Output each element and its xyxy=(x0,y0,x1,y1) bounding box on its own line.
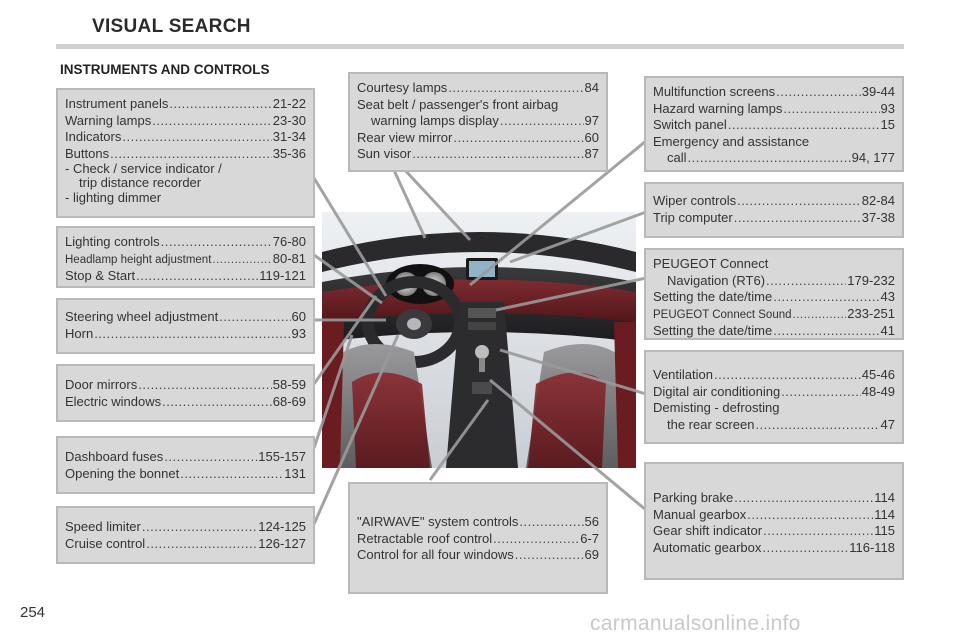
leader-dots xyxy=(136,268,258,285)
leader-dots xyxy=(762,540,848,557)
entry-pages: 114 xyxy=(874,490,895,505)
entry-label: Electric windows xyxy=(65,393,162,409)
index-entry xyxy=(65,268,306,285)
entry-label: Seat belt / passenger's front airbag xyxy=(357,96,559,112)
header-rule xyxy=(56,44,904,49)
index-entry xyxy=(357,80,599,97)
entry-label: Digital air conditioning xyxy=(653,383,781,399)
watermark: carmanualsonline.info xyxy=(590,612,801,635)
leader-dots xyxy=(734,210,861,227)
box-lighting xyxy=(56,226,315,288)
leader-dots xyxy=(734,490,873,507)
entry-pages: 87 xyxy=(584,146,599,161)
entry-label: "AIRWAVE" system controls xyxy=(357,514,519,529)
entry-label: Steering wheel adjustment xyxy=(65,309,219,324)
index-entry xyxy=(65,536,306,553)
index-entry xyxy=(357,146,599,163)
entry-label: Speed limiter xyxy=(65,519,141,534)
entry-pages: 76-80 xyxy=(272,234,306,249)
entry-label: Automatic gearbox xyxy=(653,539,762,555)
entry-pages: 60 xyxy=(584,129,599,145)
leader-dots xyxy=(142,519,257,536)
leader-dots xyxy=(146,536,257,553)
entry-label: Wiper controls xyxy=(653,193,737,208)
index-entry xyxy=(65,394,306,411)
entry-label: Setting the date/time xyxy=(653,323,773,338)
sub-item: - lighting dimmer xyxy=(65,190,162,205)
entry-label: Trip computer xyxy=(653,209,733,225)
entry-label: the rear screen xyxy=(667,416,755,432)
box-wiper xyxy=(644,182,904,238)
leader-dots xyxy=(169,96,271,113)
entry-pages: 58-59 xyxy=(272,377,306,392)
entry-label: Horn xyxy=(65,325,94,341)
entry-pages: 82-84 xyxy=(861,193,895,208)
leader-dots xyxy=(515,547,584,564)
entry-label: Multifunction screens xyxy=(653,84,776,99)
leader-dots xyxy=(714,367,861,384)
leader-dots xyxy=(755,417,879,434)
index-entry xyxy=(653,507,895,524)
page-number: 254 xyxy=(20,604,46,621)
entry-pages: 179-232 xyxy=(847,272,895,288)
index-entry xyxy=(653,384,895,401)
index-entry xyxy=(653,540,895,557)
entry-pages: 124-125 xyxy=(258,519,306,534)
index-entry xyxy=(65,377,306,394)
leader-dots xyxy=(776,84,861,101)
box-multifunction xyxy=(644,76,904,172)
box-parking xyxy=(644,462,904,580)
index-entry xyxy=(357,113,599,130)
entry-label: Cruise control xyxy=(65,535,146,551)
entry-label: Instrument panels xyxy=(65,96,169,111)
entry-label: Control for all four windows xyxy=(357,547,514,562)
index-entry xyxy=(653,367,895,384)
leader-dots xyxy=(793,307,847,324)
index-entry xyxy=(357,547,599,564)
box-steering xyxy=(56,298,315,354)
index-entry xyxy=(65,234,306,251)
leader-dots xyxy=(783,101,879,118)
leader-dots xyxy=(737,193,861,210)
entry-pages: 60 xyxy=(291,309,306,324)
entry-label: Warning lamps xyxy=(65,112,152,128)
index-entry xyxy=(65,449,306,466)
sub-item: trip distance recorder xyxy=(79,175,202,190)
leader-dots xyxy=(493,531,579,548)
index-entry xyxy=(653,289,895,306)
leader-dots xyxy=(500,113,584,130)
leader-dots xyxy=(161,234,272,251)
page-title: VISUAL SEARCH xyxy=(92,16,251,37)
entry-pages: 35-36 xyxy=(272,145,306,161)
sub-item: - Check / service indicator / xyxy=(65,161,222,176)
index-entry xyxy=(357,514,599,531)
leader-dots xyxy=(122,129,271,146)
index-entry xyxy=(357,130,599,147)
entry-label: Ventilation xyxy=(653,367,713,382)
leader-dots xyxy=(212,252,271,269)
leader-dots xyxy=(453,130,583,147)
index-entry xyxy=(653,323,895,340)
entry-label: Manual gearbox xyxy=(653,506,747,522)
index-entry xyxy=(653,273,895,290)
entry-pages: 80-81 xyxy=(272,250,306,266)
entry-label: Setting the date/time xyxy=(653,289,773,304)
entry-label: Buttons xyxy=(65,145,110,161)
entry-label: Headlamp height adjustment xyxy=(65,253,212,266)
leader-dots xyxy=(110,146,272,163)
entry-label: Opening the bonnet xyxy=(65,465,180,481)
entry-pages: 84 xyxy=(584,80,599,95)
entry-pages: 47 xyxy=(880,416,895,432)
entry-label: Demisting - defrosting xyxy=(653,400,780,415)
index-entry xyxy=(653,193,895,210)
entry-label: warning lamps display xyxy=(371,113,499,128)
leader-dots xyxy=(138,377,272,394)
leader-dots xyxy=(519,514,583,531)
entry-pages: 93 xyxy=(291,325,306,341)
box-speed xyxy=(56,506,315,564)
index-entry xyxy=(653,210,895,227)
box-courtesy xyxy=(348,72,608,172)
index-entry xyxy=(653,117,895,134)
index-entry xyxy=(653,490,895,507)
entry-pages: 43 xyxy=(880,289,895,304)
entry-pages: 114 xyxy=(874,506,895,522)
box-airwave xyxy=(348,482,608,594)
entry-label: Hazard warning lamps xyxy=(653,100,783,116)
entry-pages: 69 xyxy=(584,547,599,562)
index-entry xyxy=(357,531,599,548)
entry-pages: 45-46 xyxy=(861,367,895,382)
leader-dots xyxy=(180,466,283,483)
leader-dots xyxy=(773,289,879,306)
leader-dots xyxy=(94,326,290,343)
entry-pages: 21-22 xyxy=(272,96,306,111)
leader-dots xyxy=(162,394,272,411)
entry-label: Lighting controls xyxy=(65,234,160,249)
entry-label: call xyxy=(667,150,687,165)
index-entry xyxy=(65,309,306,326)
entry-pages: 56 xyxy=(584,514,599,529)
entry-label: Stop & Start xyxy=(65,268,136,283)
leader-dots xyxy=(781,384,861,401)
entry-label: PEUGEOT Connect Sound xyxy=(653,308,792,321)
index-entry xyxy=(65,251,306,269)
entry-pages: 68-69 xyxy=(272,393,306,409)
entry-pages: 15 xyxy=(880,117,895,132)
box-instruments xyxy=(56,88,315,218)
box-mirrors xyxy=(56,364,315,422)
index-entry xyxy=(65,326,306,343)
index-entry xyxy=(653,523,895,540)
entry-pages: 97 xyxy=(584,113,599,128)
leader-dots xyxy=(164,449,257,466)
leader-dots xyxy=(448,80,583,97)
index-entry xyxy=(65,129,306,146)
leader-dots xyxy=(766,273,846,290)
entry-pages: 119-121 xyxy=(259,268,306,283)
entry-pages: 126-127 xyxy=(258,535,306,551)
entry-pages: 48-49 xyxy=(861,383,895,399)
entry-label: Indicators xyxy=(65,129,122,144)
entry-label: Door mirrors xyxy=(65,377,138,392)
entry-pages: 233-251 xyxy=(847,305,895,321)
entry-label: Retractable roof control xyxy=(357,530,493,546)
leader-dots xyxy=(728,117,880,134)
entry-label: Gear shift indicator xyxy=(653,523,763,538)
entry-label: Parking brake xyxy=(653,490,734,505)
entry-pages: 116-118 xyxy=(849,539,895,555)
entry-label: Navigation (RT6) xyxy=(667,272,766,288)
entry-label: PEUGEOT Connect xyxy=(653,256,769,271)
index-entry xyxy=(65,96,306,113)
entry-pages: 23-30 xyxy=(272,112,306,128)
index-entry xyxy=(65,146,306,163)
entry-pages: 39-44 xyxy=(861,84,895,99)
leader-dots xyxy=(773,323,879,340)
car-interior-photo xyxy=(322,212,636,468)
entry-pages: 115 xyxy=(874,523,895,538)
index-entry xyxy=(65,466,306,483)
leader-dots xyxy=(152,113,272,130)
entry-label: Rear view mirror xyxy=(357,129,453,145)
entry-label: Emergency and assistance xyxy=(653,133,810,149)
leader-dots xyxy=(763,523,873,540)
entry-label: Switch panel xyxy=(653,117,727,132)
leader-dots xyxy=(412,146,583,163)
entry-pages: 94, 177 xyxy=(851,150,895,165)
entry-pages: 131 xyxy=(284,465,306,481)
entry-label: Courtesy lamps xyxy=(357,80,448,95)
leader-dots xyxy=(747,507,873,524)
leader-dots xyxy=(688,150,851,167)
entry-pages: 93 xyxy=(880,100,895,116)
box-peugeot xyxy=(644,248,904,340)
leader-dots xyxy=(219,309,290,326)
entry-label: Dashboard fuses xyxy=(65,449,164,464)
index-entry xyxy=(653,417,895,434)
entry-label: Sun visor xyxy=(357,146,412,161)
box-ventilation xyxy=(644,350,904,444)
box-fuses xyxy=(56,436,315,494)
entry-pages: 31-34 xyxy=(272,129,306,144)
index-entry xyxy=(653,306,895,324)
section-title: INSTRUMENTS AND CONTROLS xyxy=(60,62,270,77)
index-entry xyxy=(65,519,306,536)
index-entry xyxy=(653,101,895,118)
index-entry xyxy=(653,84,895,101)
index-entry xyxy=(65,113,306,130)
entry-pages: 37-38 xyxy=(861,209,895,225)
entry-pages: 155-157 xyxy=(258,449,306,464)
entry-pages: 6-7 xyxy=(580,530,599,546)
index-entry xyxy=(653,150,895,167)
entry-pages: 41 xyxy=(880,323,895,338)
